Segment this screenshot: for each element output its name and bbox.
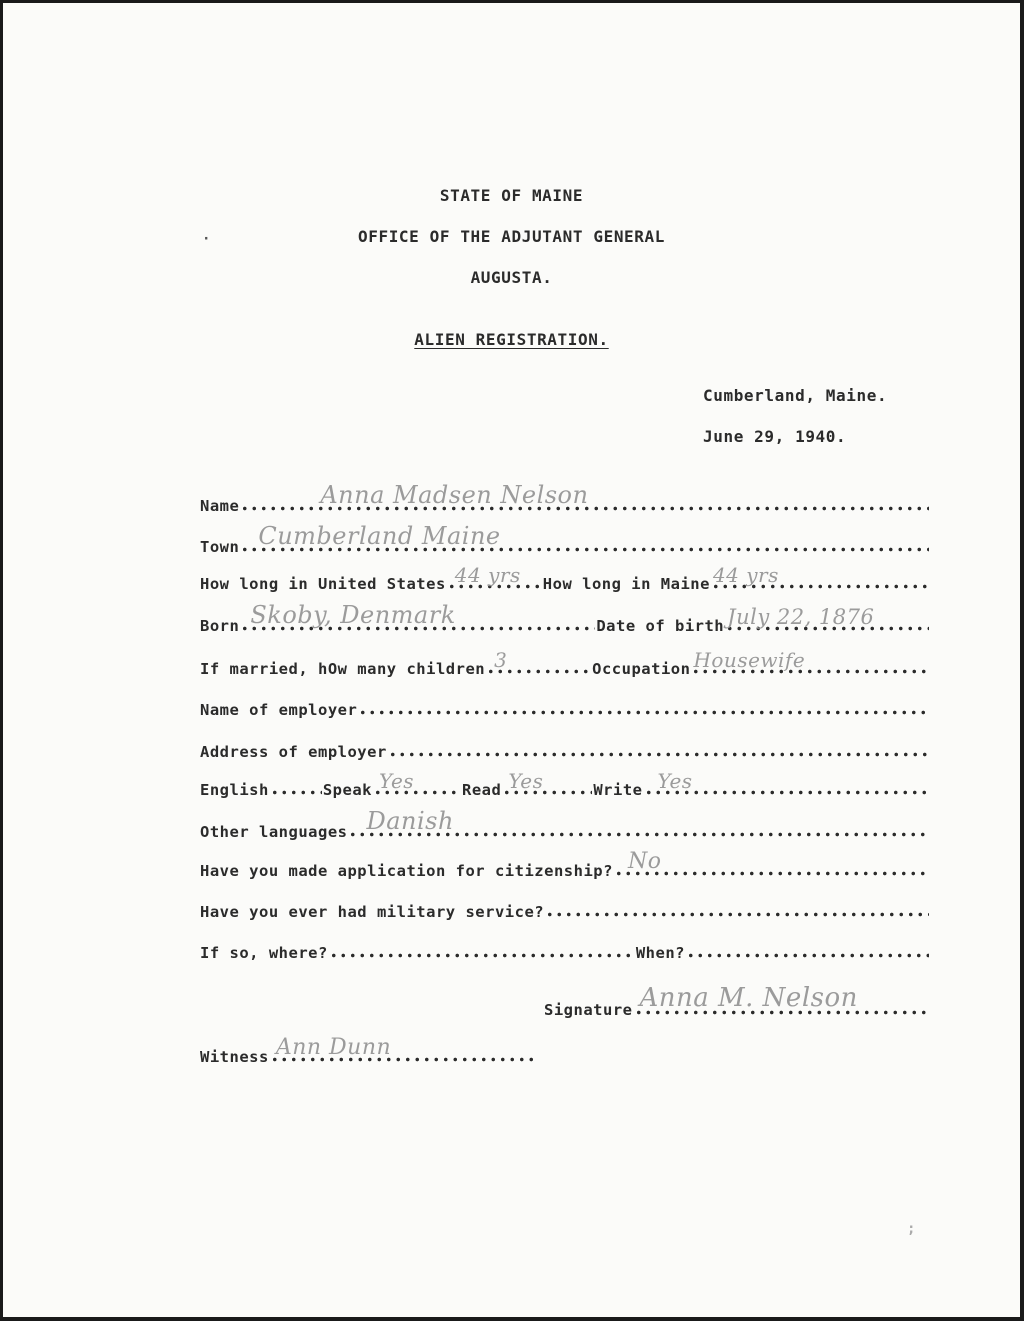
city-heading: AUGUSTA. [470,268,553,287]
town-answer: Cumberland Maine [258,522,501,550]
town-field [240,522,929,552]
signature-label: Signature [544,1001,633,1019]
office-heading: OFFICE OF THE ADJUTANT GENERAL [358,227,665,246]
write-field [644,769,930,795]
speak-field [373,769,461,795]
english-row [200,769,930,799]
name-row [200,481,930,515]
signature-answer: Anna M. Nelson [639,983,858,1013]
name-answer: Anna Madsen Nelson [320,481,589,509]
when-field [686,953,929,958]
how-long-us-label: How long in United States [200,575,446,593]
how-long-maine-field [711,563,929,589]
english-dots [270,790,322,795]
date-of-birth-field [725,605,929,631]
children-field [486,648,591,674]
employer-address-label: Address of employer [200,743,387,761]
witness-label: Witness [200,1048,269,1066]
citizenship-answer: No [627,849,662,874]
children-row [200,648,930,678]
where-label: If so, where? [200,944,328,962]
name-label: Name [200,497,240,515]
speak-label: Speak [322,781,372,799]
employer-address-field [388,752,929,757]
where-field [329,953,635,958]
town-label: Town [200,538,240,556]
date-of-birth-label: Date of birth [596,617,725,635]
born-answer: Skoby, Denmark [250,601,456,629]
citizenship-field [614,849,929,876]
children-label: If married, hOw many children [200,660,486,678]
how-long-us-field [447,563,542,589]
how-long-maine-answer: 44 yrs [712,563,779,587]
military-field [545,912,929,917]
occupation-answer: Housewife [693,648,806,672]
read-field [502,769,592,795]
date-of-birth-answer: July 22, 1876 [727,605,875,629]
write-label: Write [593,781,643,799]
other-languages-answer: Danish [366,807,454,835]
children-answer: 3 [494,648,508,672]
witness-row [200,1035,540,1066]
how-long-row [200,563,930,593]
name-field [240,481,929,511]
document-page [3,3,1020,1317]
employer-name-row [200,695,930,719]
witness-field [270,1035,539,1062]
witness-answer: Ann Dunn [275,1035,392,1060]
signature-field [634,983,930,1015]
citizenship-label: Have you made application for citizenship? [200,862,613,880]
english-label: English [200,781,269,799]
other-languages-field [348,807,929,837]
read-label: Read [462,781,502,799]
employer-address-row [200,737,930,761]
occupation-field [691,648,929,674]
born-row [200,601,930,635]
stray-mark-bottom: ; [907,1221,916,1237]
military-row [200,897,930,921]
born-label: Born [200,617,240,635]
stray-mark: · [202,231,211,247]
citizenship-row [200,849,930,880]
other-languages-row [200,807,930,841]
town-row [200,522,930,556]
signature-row [544,983,930,1019]
employer-name-label: Name of employer [200,701,358,719]
state-heading: STATE OF MAINE [439,186,584,205]
how-long-maine-label: How long in Maine [542,575,710,593]
speak-answer: Yes [379,769,415,793]
when-label: When? [635,944,685,962]
born-field [240,601,595,631]
write-answer: Yes [657,769,693,793]
where-when-row [200,938,930,962]
read-answer: Yes [508,769,544,793]
other-languages-label: Other languages [200,823,348,841]
form-title: ALIEN REGISTRATION. [414,330,609,349]
occupation-label: Occupation [592,660,691,678]
date-line: June 29, 1940. [703,427,847,446]
place-line: Cumberland, Maine. [703,386,888,405]
how-long-us-answer: 44 yrs [454,563,521,587]
employer-name-field [358,710,929,715]
military-label: Have you ever had military service? [200,903,545,921]
